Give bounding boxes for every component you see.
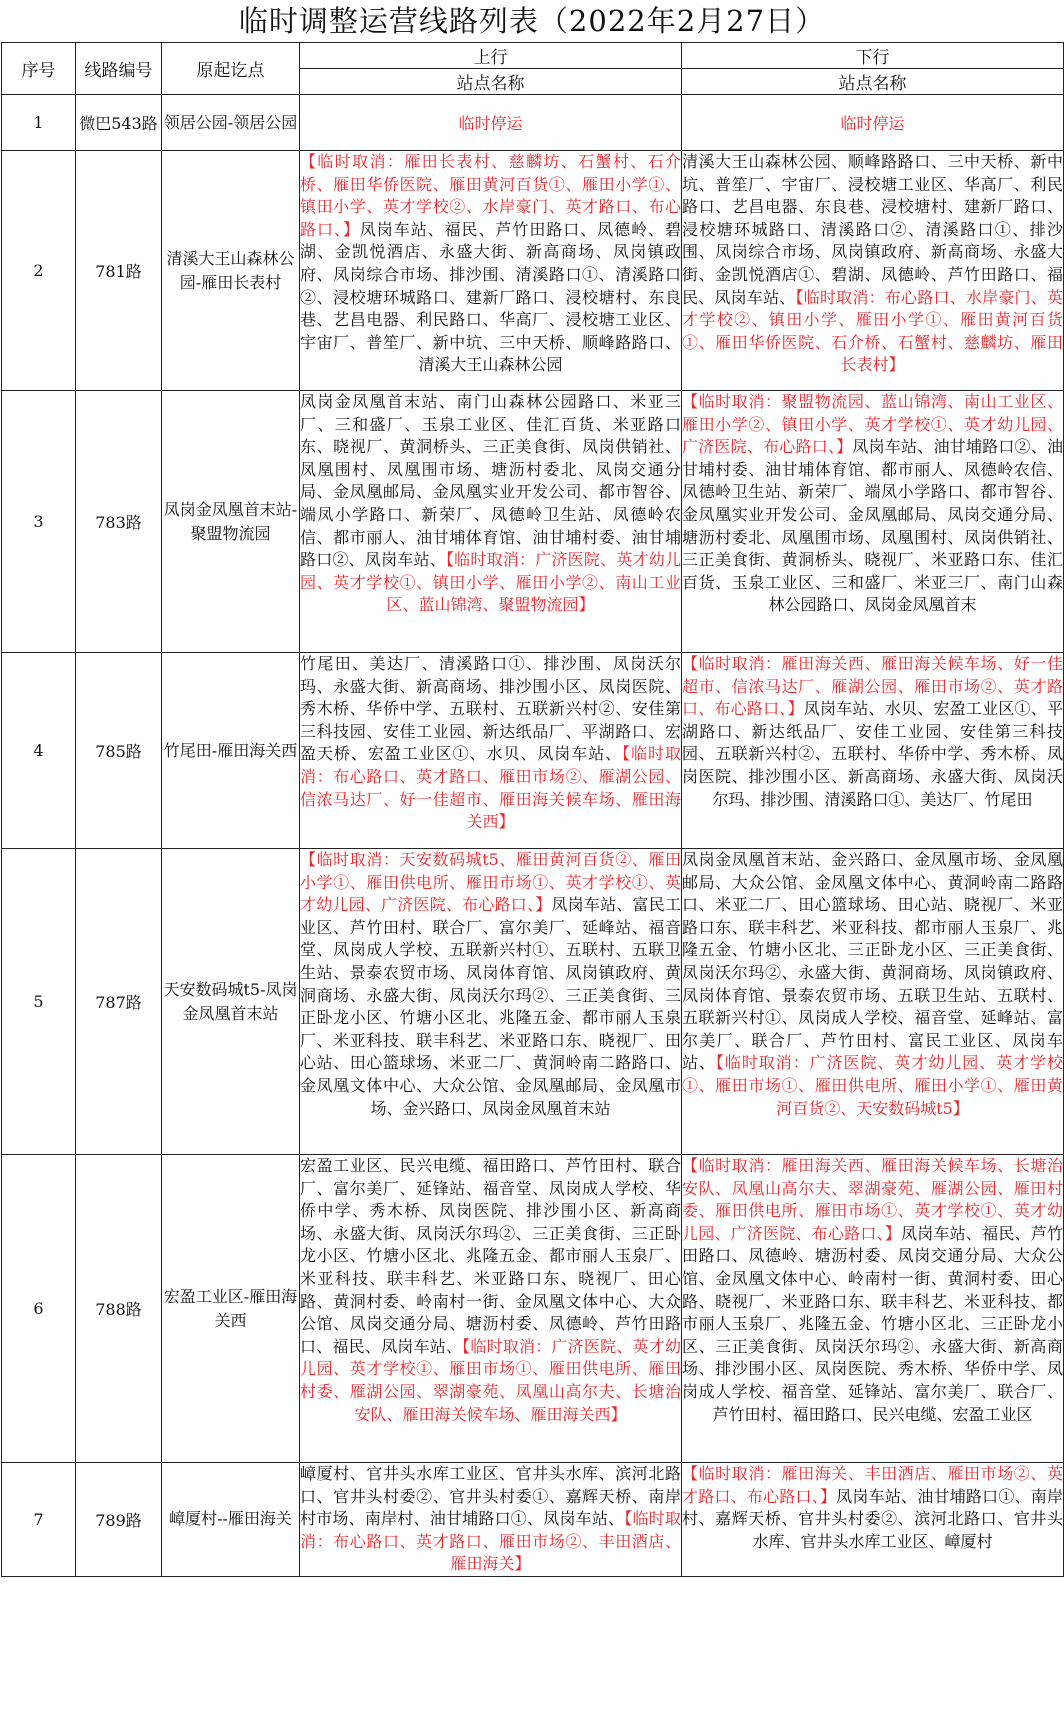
stations-text: 竹尾田、美达厂、清溪路口①、排沙围、凤岗沃尔玛、永盛大街、新高商场、排沙围小区、凤岗医院、秀木桥、华侨中学、五联村、五联新兴村②、安佳第三科技园、安佳工业园、新达纸品厂、平湖路口、宏盈天桥、宏盈工业区①、水贝、凤岗车站、 xyxy=(300,654,681,764)
stations-text: 凤岗车站、水贝、宏盈工业区①、平湖路口、新达纸品厂、安佳工业园、安佳第三科技园、五联新兴村②、五联村、华侨中学、秀木桥、凤岗医院、排沙围小区、新高商场、永盛大街、凤岗沃尔玛、排沙围、清溪路口①、美达厂、竹尾田 xyxy=(682,699,1063,809)
stations-text: 凤岗车站、油甘埔路口①、南岸村、嘉辉天桥、官井头村委②、滨河北路口、官井头水库、官井头水库工业区、嶂厦村 xyxy=(682,1486,1063,1551)
row-seq: 2 xyxy=(2,151,76,391)
stations-text: 凤岗金凤凰首末站、南门山森林公园路口、米亚三厂、三和盛厂、玉泉工业区、佳汇百货、米亚路口东、晓视厂、黄洞桥头、三正美食街、凤岗供销社、凤凰围村、凤凰围市场、塘沥村委北、凤岗交通分局、金凤凰邮局、金凤凰实业开发公司、都市智谷、端凤小学路口、新荣厂、凤德岭卫生站、凤德岭农信、都市丽人、油甘埔体育馆、油甘埔村委、油甘埔路口②、凤岗车站、 xyxy=(300,392,681,570)
row-route-no: 微巴543路 xyxy=(76,95,162,151)
row-down-stations xyxy=(682,653,1064,849)
cancelled-stations-text: 临时停运 xyxy=(840,114,905,133)
row-up-stations xyxy=(300,849,682,1155)
row-origin: 宏盈工业区-雁田海关西 xyxy=(162,1155,300,1463)
header-down-station-name: 站点名称 xyxy=(682,69,1064,95)
row-up-stations xyxy=(300,95,682,151)
cancelled-stations-text: 【临时取消：布心路口、水岸豪门、英才学校②、镇田小学、雁田小学①、雁田黄河百货①、雁田华侨医院、石介桥、石蟹村、慈麟坊、雁田长表村】 xyxy=(682,287,1063,375)
row-seq: 5 xyxy=(2,849,76,1155)
routes-table xyxy=(1,42,1064,1577)
header-up: 上行 xyxy=(300,43,682,69)
row-down-stations xyxy=(682,95,1064,151)
row-origin: 清溪大王山森林公园-雁田长表村 xyxy=(162,151,300,391)
row-route-no: 783路 xyxy=(76,391,162,653)
cancelled-stations-text: 【临时取消：广济医院、英才幼儿园、英才学校①、镇田小学、雁田小学②、南山工业区、蓝山锦湾、聚盟物流园】 xyxy=(300,550,681,615)
header-seq: 序号 xyxy=(2,43,76,95)
row-down-stations xyxy=(682,1463,1064,1577)
cancelled-stations-text: 【临时取消：布心路口、英才路口、雁田市场②、雁湖公园、信浓马达厂、好一佳超市、雁田海关候车场、雁田海关西】 xyxy=(300,744,681,832)
row-route-no: 788路 xyxy=(76,1155,162,1463)
cancelled-stations-text: 【临时取消：布心路口、英才路口、雁田市场②、丰田酒店、雁田海关】 xyxy=(300,1509,681,1574)
row-up-stations xyxy=(300,1155,682,1463)
stations-text: 凤岗车站、富民工业区、芦竹田村、联合厂、富尔美厂、延峰站、福音堂、凤岗成人学校、五联新兴村①、五联村、五联卫生站、景泰农贸市场、凤岗体育馆、凤岗镇政府、黄洞商场、永盛大街、凤岗沃尔玛②、三正美食街、三正卧龙小区、竹塘小区北、兆隆五金、都市丽人玉泉厂、米亚科技、联丰科艺、米亚路口东、晓视厂、田心站、田心篮球场、米亚二厂、黄洞岭南二路路口、金凤凰文体中心、大众公馆、金凤凰邮局、金凤凰市场、金兴路口、凤岗金凤凰首末站 xyxy=(300,895,681,1118)
table-row xyxy=(2,151,1064,391)
row-seq: 3 xyxy=(2,391,76,653)
row-seq: 7 xyxy=(2,1463,76,1577)
stations-text: 凤岗车站、油甘埔路口②、油甘埔村委、油甘埔体育馆、都市丽人、凤德岭农信、凤德岭卫生站、新荣厂、端凤小学路口、都市智谷、金凤凰实业开发公司、金凤凰邮局、凤岗交通分局、塘沥村委北、凤凰围市场、凤凰围村、凤岗供销社、三正美食街、黄洞桥头、晓视厂、米亚路口东、佳汇百货、玉泉工业区、三和盛厂、米亚三厂、南门山森林公园路口、凤岗金凤凰首末 xyxy=(682,437,1063,615)
header-down: 下行 xyxy=(682,43,1064,69)
header-route-no: 线路编号 xyxy=(76,43,162,95)
header-origin: 原起讫点 xyxy=(162,43,300,95)
stations-text: 嶂厦村、官井头水库工业区、官井头水库、滨河北路口、官井头村委②、官井头村委①、嘉辉天桥、南岸村市场、南岸村、油甘埔路口①、凤岗车站、 xyxy=(300,1464,681,1529)
cancelled-stations-text: 【临时取消：天安数码城t5、雁田黄河百货②、雁田小学①、雁田供电所、雁田市场①、英才学校①、英才幼儿园、广济医院、布心路口、】 xyxy=(300,850,681,915)
stations-text: 宏盈工业区、民兴电缆、福田路口、芦竹田村、联合厂、富尔美厂、延锋站、福音堂、凤岗成人学校、华侨中学、秀木桥、凤岗医院、排沙围小区、新高商场、永盛大街、凤岗沃尔玛②、三正美食街、三正卧龙小区、竹塘小区北、兆隆五金、都市丽人玉泉厂、米亚科技、联丰科艺、米亚路口东、晓视厂、田心路、黄洞村委、岭南村一街、金凤凰文体中心、大众公馆、凤岗交通分局、塘沥村委、凤德岭、芦竹田路口、福民、凤岗车站、 xyxy=(300,1156,681,1356)
row-down-stations xyxy=(682,849,1064,1155)
header-up-station-name: 站点名称 xyxy=(300,69,682,95)
stations-text: 清溪大王山森林公园、顺峰路路口、三中天桥、新中坑、普笙厂、宇宙厂、浸校塘工业区、华高厂、利民路口、艺昌电器、东良巷、浸校塘村、建新厂路口、浸校塘环城路口、清溪路口②、清溪路口①、排沙围、凤岗综合市场、凤岗镇政府、新高商场、永盛大街、金凯悦酒店①、碧湖、凤德岭、芦竹田路口、福民、凤岗车站、 xyxy=(682,152,1063,307)
cancelled-stations-text: 【临时取消：雁田海关西、雁田海关候车场、长塘治安队、凤凰山高尔夫、翠湖豪苑、雁湖公园、雁田村委、雁田供电所、雁田市场①、英才学校①、英才幼儿园、广济医院、布心路口、】 xyxy=(682,1156,1063,1243)
cancelled-stations-text: 临时停运 xyxy=(458,114,523,133)
row-up-stations xyxy=(300,391,682,653)
cancelled-stations-text: 【临时取消：雁田海关、丰田酒店、雁田市场②、英才路口、布心路口、】 xyxy=(682,1464,1063,1506)
table-row xyxy=(2,1463,1064,1577)
row-down-stations xyxy=(682,151,1064,391)
table-row xyxy=(2,653,1064,849)
cancelled-stations-text: 【临时取消：雁田长表村、慈麟坊、石蟹村、石介桥、雁田华侨医院、雁田黄河百货①、雁田小学①、镇田小学、英才学校②、水岸豪门、英才路口、布心路口、】 xyxy=(300,152,681,239)
table-row xyxy=(2,391,1064,653)
cancelled-stations-text: 【临时取消：广济医院、英才幼儿园、英才学校①、雁田市场①、雁田供电所、雁田小学①、雁田黄河百货②、天安数码城t5】 xyxy=(682,1053,1063,1118)
cancelled-stations-text: 【临时取消：雁田海关西、雁田海关候车场、好一佳超市、信浓马达厂、雁湖公园、雁田市场②、英才路口、布心路口、】 xyxy=(682,654,1063,719)
stations-text: 凤岗金凤凰首末站、金兴路口、金凤凰市场、金凤凰邮局、大众公馆、金凤凰文体中心、黄洞岭南二路路口、米亚二厂、田心篮球场、田心站、晓视厂、米亚路口东、联丰科艺、米亚科技、都市丽人玉泉厂、兆隆五金、竹塘小区北、三正卧龙小区、三正美食街、凤岗沃尔玛②、永盛大街、黄洞商场、凤岗镇政府、凤岗体育馆、景泰农贸市场、五联卫生站、五联村、五联新兴村①、凤岗成人学校、福音堂、延峰站、富尔美厂、联合厂、芦竹田村、富民工业区、凤岗车站、 xyxy=(682,850,1063,1073)
row-down-stations xyxy=(682,1155,1064,1463)
stations-text: 凤岗车站、福民、芦竹田路口、凤德岭、碧湖、金凯悦酒店、永盛大街、新高商场、凤岗镇政府、凤岗综合市场、排沙围、清溪路口①、清溪路口②、浸校塘环城路口、建新厂路口、浸校塘村、东良巷、艺昌电器、利民路口、华高厂、浸校塘工业区、宇宙厂、普笙厂、新中坑、三中天桥、顺峰路路口、清溪大王山森林公园 xyxy=(300,219,681,375)
row-down-stations xyxy=(682,391,1064,653)
routes-table-body xyxy=(2,95,1064,1577)
stations-text: 凤岗车站、福民、芦竹田路口、凤德岭、塘沥村委、凤岗交通分局、大众公馆、金凤凰文体中心、岭南村一街、黄洞村委、田心路、晓视厂、米亚路口东、联丰科艺、米亚科技、都市丽人玉泉厂、兆隆五金、竹塘小区北、三正卧龙小区、三正美食街、凤岗沃尔玛②、永盛大街、新高商场、排沙围小区、凤岗医院、秀木桥、华侨中学、凤岗成人学校、福音堂、延锋站、富尔美厂、联合厂、芦竹田村、福田路口、民兴电缆、宏盈工业区 xyxy=(682,1223,1063,1424)
row-seq: 1 xyxy=(2,95,76,151)
row-up-stations xyxy=(300,151,682,391)
row-route-no: 787路 xyxy=(76,849,162,1155)
row-origin: 天安数码城t5-凤岗金凤凰首末站 xyxy=(162,849,300,1155)
row-seq: 4 xyxy=(2,653,76,849)
row-up-stations xyxy=(300,653,682,849)
row-origin: 嶂厦村--雁田海关 xyxy=(162,1463,300,1577)
cancelled-stations-text: 【临时取消：广济医院、英才幼儿园、英才学校①、雁田市场①、雁田供电所、雁田村委、雁湖公园、翠湖豪苑、凤凰山高尔夫、长塘治安队、雁田海关候车场、雁田海关西】 xyxy=(300,1336,681,1424)
row-seq: 6 xyxy=(2,1155,76,1463)
table-row xyxy=(2,95,1064,151)
row-origin: 凤岗金凤凰首末站-聚盟物流园 xyxy=(162,391,300,653)
row-route-no: 789路 xyxy=(76,1463,162,1577)
cancelled-stations-text: 【临时取消：聚盟物流园、蓝山锦湾、南山工业区、雁田小学②、镇田小学、英才学校①、英才幼儿园、广济医院、布心路口、】 xyxy=(682,392,1063,457)
row-up-stations xyxy=(300,1463,682,1577)
row-origin: 领居公园-领居公园 xyxy=(162,95,300,151)
row-route-no: 781路 xyxy=(76,151,162,391)
table-row xyxy=(2,1155,1064,1463)
row-origin: 竹尾田-雁田海关西 xyxy=(162,653,300,849)
page-title: 临时调整运营线路列表（2022年2月27日） xyxy=(238,4,826,38)
table-row xyxy=(2,849,1064,1155)
row-route-no: 785路 xyxy=(76,653,162,849)
